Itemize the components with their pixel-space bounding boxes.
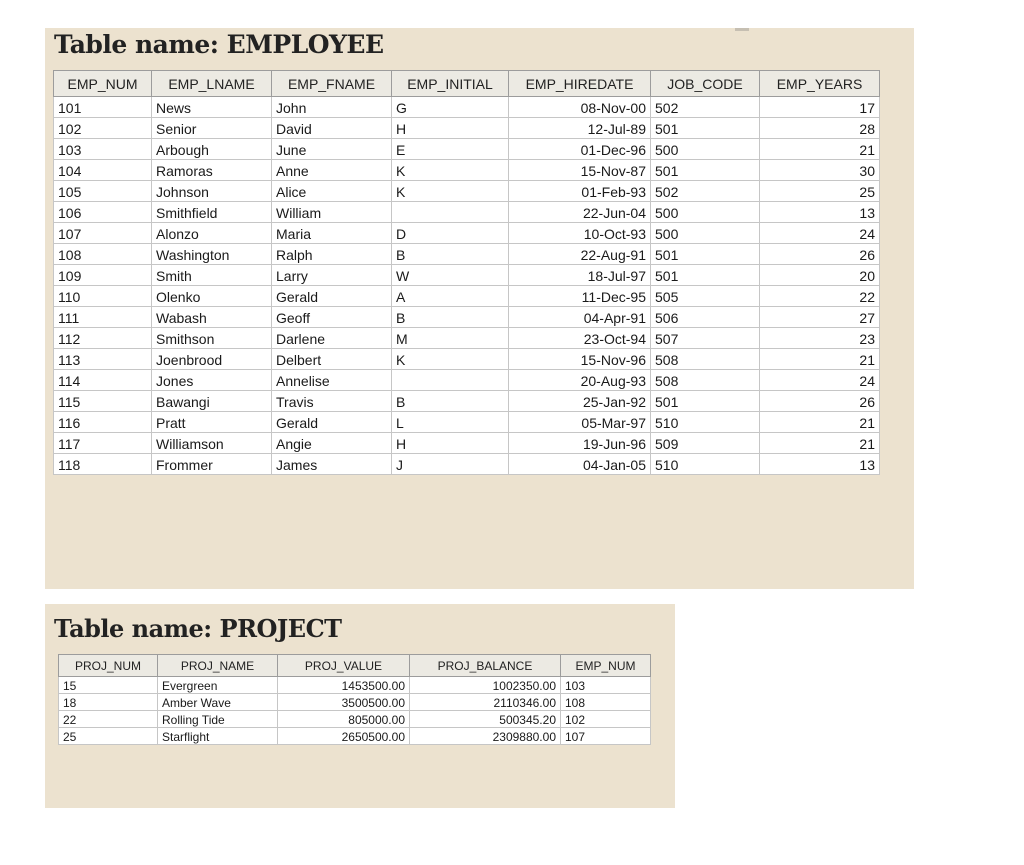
table-cell: 107 xyxy=(561,728,651,745)
table-cell: Gerald xyxy=(272,412,392,433)
table-cell: Johnson xyxy=(152,181,272,202)
table-cell: Ralph xyxy=(272,244,392,265)
table-cell: D xyxy=(392,223,509,244)
table-row xyxy=(54,265,880,286)
project-table-panel xyxy=(45,604,675,808)
table-cell: 3500500.00 xyxy=(278,694,410,711)
table-row xyxy=(54,160,880,181)
table-cell: 21 xyxy=(760,433,880,454)
table-cell: 25 xyxy=(59,728,158,745)
table-cell: Pratt xyxy=(152,412,272,433)
table-cell: Wabash xyxy=(152,307,272,328)
table-cell: John xyxy=(272,97,392,118)
table-cell: 507 xyxy=(651,328,760,349)
table-cell: 110 xyxy=(54,286,152,307)
employee-table xyxy=(53,70,880,475)
table-cell: 501 xyxy=(651,118,760,139)
table-cell: 116 xyxy=(54,412,152,433)
table-cell: 17 xyxy=(760,97,880,118)
column-header-proj-num: PROJ_NUM xyxy=(59,655,158,677)
column-header-proj-name: PROJ_NAME xyxy=(158,655,278,677)
table-row xyxy=(59,728,651,745)
table-cell: 505 xyxy=(651,286,760,307)
table-cell: Ramoras xyxy=(152,160,272,181)
project-table xyxy=(58,654,651,745)
table-cell: 510 xyxy=(651,412,760,433)
table-cell: 500 xyxy=(651,223,760,244)
table-cell: 112 xyxy=(54,328,152,349)
table-cell: 508 xyxy=(651,370,760,391)
table-cell: 500 xyxy=(651,202,760,223)
table-row xyxy=(54,97,880,118)
table-cell: Smithfield xyxy=(152,202,272,223)
table-cell: David xyxy=(272,118,392,139)
table-cell: 24 xyxy=(760,370,880,391)
table-cell: 21 xyxy=(760,349,880,370)
table-cell: 18-Jul-97 xyxy=(509,265,651,286)
table-cell: 1002350.00 xyxy=(410,677,561,694)
table-cell: 28 xyxy=(760,118,880,139)
table-cell: Senior xyxy=(152,118,272,139)
table-cell: 11-Dec-95 xyxy=(509,286,651,307)
table-cell: Olenko xyxy=(152,286,272,307)
table-cell: 1453500.00 xyxy=(278,677,410,694)
table-cell: 501 xyxy=(651,265,760,286)
project-header-row xyxy=(59,655,651,677)
table-row xyxy=(59,711,651,728)
table-cell: Gerald xyxy=(272,286,392,307)
employee-table-body xyxy=(54,97,880,475)
table-cell: 25-Jan-92 xyxy=(509,391,651,412)
table-cell: 508 xyxy=(651,349,760,370)
table-cell: 108 xyxy=(561,694,651,711)
table-row xyxy=(54,391,880,412)
table-cell: 18 xyxy=(59,694,158,711)
table-row xyxy=(54,412,880,433)
table-cell: 102 xyxy=(54,118,152,139)
table-row xyxy=(54,181,880,202)
table-cell: Amber Wave xyxy=(158,694,278,711)
table-cell: 103 xyxy=(54,139,152,160)
table-cell: 109 xyxy=(54,265,152,286)
table-row xyxy=(54,307,880,328)
table-cell: 2110346.00 xyxy=(410,694,561,711)
table-cell: Smith xyxy=(152,265,272,286)
table-cell: E xyxy=(392,139,509,160)
table-cell: 506 xyxy=(651,307,760,328)
table-cell: 502 xyxy=(651,97,760,118)
table-cell: 15-Nov-87 xyxy=(509,160,651,181)
table-cell: M xyxy=(392,328,509,349)
table-cell: 2650500.00 xyxy=(278,728,410,745)
table-cell: 117 xyxy=(54,433,152,454)
table-cell: B xyxy=(392,391,509,412)
table-cell: Joenbrood xyxy=(152,349,272,370)
table-cell: 113 xyxy=(54,349,152,370)
table-cell: Anne xyxy=(272,160,392,181)
table-row xyxy=(54,223,880,244)
column-header-emp-lname: EMP_LNAME xyxy=(152,71,272,97)
table-cell: 01-Dec-96 xyxy=(509,139,651,160)
table-cell: Delbert xyxy=(272,349,392,370)
column-header-job-code: JOB_CODE xyxy=(651,71,760,97)
table-cell: June xyxy=(272,139,392,160)
table-cell: W xyxy=(392,265,509,286)
table-cell: Alice xyxy=(272,181,392,202)
table-cell: L xyxy=(392,412,509,433)
employee-table-panel xyxy=(45,28,914,589)
table-cell: Jones xyxy=(152,370,272,391)
column-header-emp-fname: EMP_FNAME xyxy=(272,71,392,97)
table-cell: Washington xyxy=(152,244,272,265)
table-row xyxy=(54,454,880,475)
table-row xyxy=(59,694,651,711)
table-cell: 805000.00 xyxy=(278,711,410,728)
table-cell: Travis xyxy=(272,391,392,412)
table-cell: 26 xyxy=(760,244,880,265)
table-cell: A xyxy=(392,286,509,307)
table-cell: 22-Aug-91 xyxy=(509,244,651,265)
table-cell: 08-Nov-00 xyxy=(509,97,651,118)
table-cell: 25 xyxy=(760,181,880,202)
employee-header-row xyxy=(54,71,880,97)
table-cell: Larry xyxy=(272,265,392,286)
table-cell: Alonzo xyxy=(152,223,272,244)
table-cell: 05-Mar-97 xyxy=(509,412,651,433)
table-cell: 103 xyxy=(561,677,651,694)
table-cell: 01-Feb-93 xyxy=(509,181,651,202)
table-cell: G xyxy=(392,97,509,118)
table-cell: Williamson xyxy=(152,433,272,454)
table-cell: 10-Oct-93 xyxy=(509,223,651,244)
table-cell: Arbough xyxy=(152,139,272,160)
decorative-mark xyxy=(735,28,749,31)
table-cell: 20-Aug-93 xyxy=(509,370,651,391)
table-cell: Evergreen xyxy=(158,677,278,694)
table-cell: 15 xyxy=(59,677,158,694)
table-cell: 104 xyxy=(54,160,152,181)
table-cell xyxy=(392,202,509,223)
table-cell: 13 xyxy=(760,202,880,223)
table-cell: 23-Oct-94 xyxy=(509,328,651,349)
table-cell: Rolling Tide xyxy=(158,711,278,728)
table-cell: 118 xyxy=(54,454,152,475)
column-header-emp-num: EMP_NUM xyxy=(54,71,152,97)
table-cell: 510 xyxy=(651,454,760,475)
table-cell: 30 xyxy=(760,160,880,181)
table-cell: 509 xyxy=(651,433,760,454)
table-cell: 2309880.00 xyxy=(410,728,561,745)
table-row xyxy=(54,244,880,265)
table-cell: 20 xyxy=(760,265,880,286)
table-cell: 22-Jun-04 xyxy=(509,202,651,223)
table-cell: Maria xyxy=(272,223,392,244)
table-cell: 501 xyxy=(651,391,760,412)
employee-table-title: Table name: EMPLOYEE xyxy=(54,30,384,59)
table-cell: B xyxy=(392,307,509,328)
table-cell: H xyxy=(392,118,509,139)
table-row xyxy=(59,677,651,694)
table-cell: 12-Jul-89 xyxy=(509,118,651,139)
table-cell: 111 xyxy=(54,307,152,328)
column-header-proj-value: PROJ_VALUE xyxy=(278,655,410,677)
table-cell: 114 xyxy=(54,370,152,391)
table-row xyxy=(54,202,880,223)
table-cell: K xyxy=(392,160,509,181)
table-cell: K xyxy=(392,181,509,202)
table-cell: Frommer xyxy=(152,454,272,475)
project-table-body xyxy=(59,677,651,745)
column-header-emp-initial: EMP_INITIAL xyxy=(392,71,509,97)
table-cell: 102 xyxy=(561,711,651,728)
column-header-emp-hiredate: EMP_HIREDATE xyxy=(509,71,651,97)
table-cell: Starflight xyxy=(158,728,278,745)
table-cell: 501 xyxy=(651,244,760,265)
table-cell: 22 xyxy=(760,286,880,307)
project-table-title: Table name: PROJECT xyxy=(54,614,342,643)
table-cell: H xyxy=(392,433,509,454)
table-cell: Bawangi xyxy=(152,391,272,412)
table-row xyxy=(54,349,880,370)
table-cell: 101 xyxy=(54,97,152,118)
table-cell: 19-Jun-96 xyxy=(509,433,651,454)
column-header-emp-num: EMP_NUM xyxy=(561,655,651,677)
table-row xyxy=(54,286,880,307)
table-cell: Angie xyxy=(272,433,392,454)
table-cell: K xyxy=(392,349,509,370)
table-cell: 105 xyxy=(54,181,152,202)
table-cell: 23 xyxy=(760,328,880,349)
table-row xyxy=(54,118,880,139)
table-cell: 04-Apr-91 xyxy=(509,307,651,328)
table-cell: 21 xyxy=(760,412,880,433)
column-header-emp-years: EMP_YEARS xyxy=(760,71,880,97)
table-cell: Smithson xyxy=(152,328,272,349)
table-cell: 108 xyxy=(54,244,152,265)
column-header-proj-balance: PROJ_BALANCE xyxy=(410,655,561,677)
table-cell: Geoff xyxy=(272,307,392,328)
table-cell: James xyxy=(272,454,392,475)
table-row xyxy=(54,370,880,391)
table-cell: 22 xyxy=(59,711,158,728)
table-cell: 27 xyxy=(760,307,880,328)
table-row xyxy=(54,139,880,160)
table-cell: 15-Nov-96 xyxy=(509,349,651,370)
table-cell: 502 xyxy=(651,181,760,202)
table-cell: 115 xyxy=(54,391,152,412)
table-cell: 24 xyxy=(760,223,880,244)
table-cell: 04-Jan-05 xyxy=(509,454,651,475)
table-cell: 106 xyxy=(54,202,152,223)
table-cell: 26 xyxy=(760,391,880,412)
table-cell: 500345.20 xyxy=(410,711,561,728)
table-cell: 501 xyxy=(651,160,760,181)
table-cell: 107 xyxy=(54,223,152,244)
table-cell: Darlene xyxy=(272,328,392,349)
table-cell: 500 xyxy=(651,139,760,160)
table-row xyxy=(54,328,880,349)
table-cell: B xyxy=(392,244,509,265)
table-row xyxy=(54,433,880,454)
table-cell: J xyxy=(392,454,509,475)
table-cell: William xyxy=(272,202,392,223)
table-cell: Annelise xyxy=(272,370,392,391)
table-cell: News xyxy=(152,97,272,118)
table-cell: 21 xyxy=(760,139,880,160)
table-cell: 13 xyxy=(760,454,880,475)
table-cell xyxy=(392,370,509,391)
